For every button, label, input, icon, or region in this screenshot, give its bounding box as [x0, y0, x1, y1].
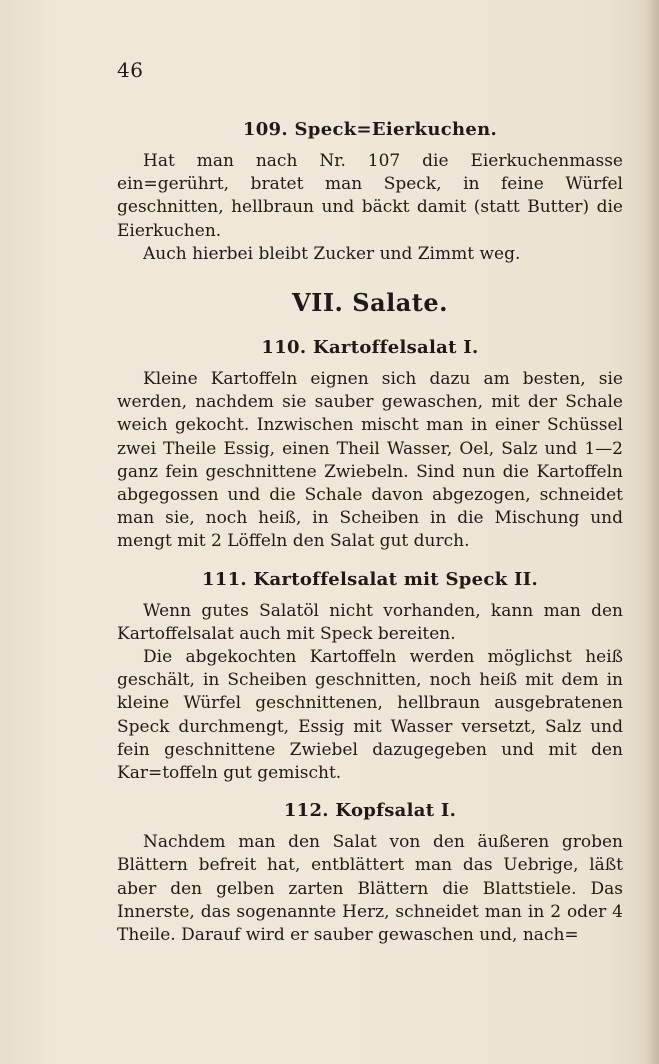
chapter-title: VII. Salate. — [291, 288, 449, 318]
recipe-heading-112: 112. Kopfsalat I. — [283, 800, 457, 822]
recipe-112-paragraph-1: Nachdem man den Salat von den äußeren groben Blättern befreit hat, entblättert man das Uebrige, läßt aber den gelben zarten Blättern die Blattstiele. Das Innerste, das sogenannte Herz, schneidet man in 2 oder 4 Theile. Darauf wird er sauber gewaschen und, nach= — [117, 832, 623, 946]
recipe-heading-109: 109. Speck=Eierkuchen. — [242, 119, 498, 140]
page-text-block — [117, 118, 623, 947]
recipe-109-paragraph-1: Hat man nach Nr. 107 die Eierkuchenmasse ein=gerührt, bratet man Speck, in feine Würfel geschnitten, hellbraun und bäckt damit (statt Butter) die Eierkuchen. — [117, 151, 623, 241]
recipe-111-paragraph-2: Die abgekochten Kartoffeln werden möglichst heiß geschält, in Scheiben geschnitten, noch heiß mit dem in kleine Würfel geschnittenen, hellbraun ausgebratenen Speck durchmengt, Essig mit Wasser versetzt, Salz und fein geschnittene Zwiebel dazugegeben und mit den Kar=toffeln gut gemischt. — [117, 647, 623, 784]
recipe-110-paragraph-1: Kleine Kartoffeln eignen sich dazu am besten, sie werden, nachdem sie sauber gewaschen, mit der Schale weich gekocht. Inzwischen mischt man in einer Schüssel zwei Theile Essig, einen Theil Wasser, Oel, Salz und 1—2 ganz fein geschnittene Zwiebeln. Sind nun die Kartoffeln abgegossen und die Schale davon abgezogen, schneidet man sie, noch heiß, in Scheiben in die Mischung und mengt mit 2 Löffeln den Salat gut durch. — [117, 369, 623, 552]
recipe-109-paragraph-2: Auch hierbei bleibt Zucker und Zimmt weg. — [143, 243, 521, 264]
page-number: 46 — [117, 58, 144, 82]
page-gutter-shadow — [645, 0, 659, 1064]
recipe-heading-111: 111. Kartoffelsalat mit Speck II. — [201, 568, 539, 590]
recipe-heading-110: 110. Kartoffelsalat I. — [261, 337, 479, 359]
recipe-111-paragraph-1: Wenn gutes Salatöl nicht vorhanden, kann man den Kartoffelsalat auch mit Speck bereiten. — [117, 600, 623, 644]
